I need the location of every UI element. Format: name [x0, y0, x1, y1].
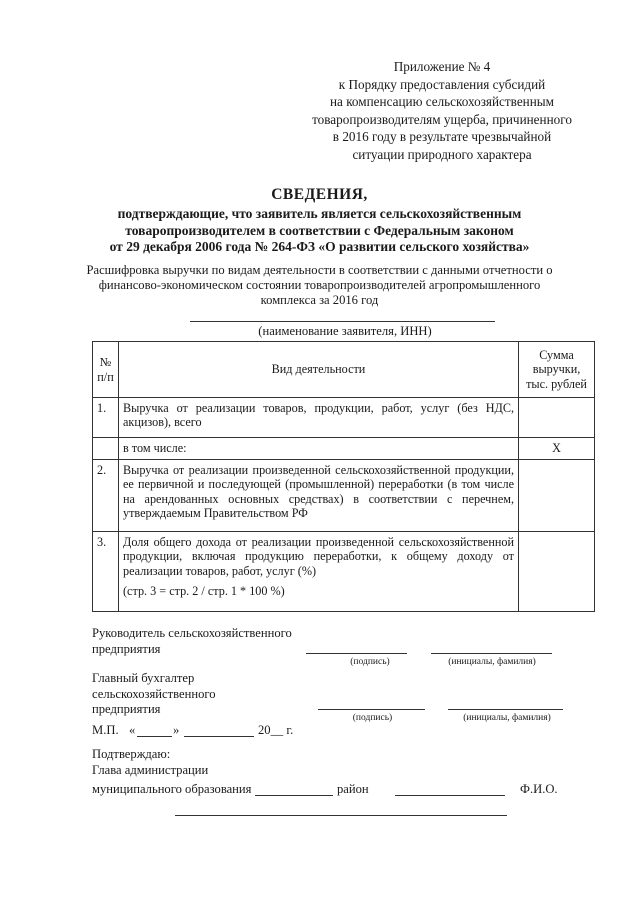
- head-label-line: предприятия: [92, 641, 161, 656]
- annex-line: товаропроизводителям ущерба, причиненного: [312, 111, 572, 127]
- annex-line: на компенсацию сельскохозяйственным: [329, 94, 554, 110]
- row-sum[interactable]: [519, 460, 595, 532]
- quote-close: »: [173, 723, 180, 737]
- confirm-label: [92, 747, 208, 778]
- row-sum[interactable]: [519, 532, 595, 612]
- accountant-label-line: сельскохозяйственного: [92, 686, 216, 701]
- row-sum[interactable]: [519, 398, 595, 438]
- row-text: Выручка от реализации товаров, продукции, работ, услуг (без НДС, акцизов), всего: [119, 398, 519, 438]
- intro-line: комплекса за 2016 год: [260, 293, 379, 308]
- fio-label: Ф.И.О.: [520, 782, 558, 796]
- applicant-fill-line: [190, 321, 495, 322]
- accountant-label: [92, 671, 216, 718]
- header-sum-line: выручки,: [532, 362, 581, 377]
- subtitle-line: подтверждающие, что заявитель является сельскохозяйственным: [117, 206, 522, 221]
- revenue-table: [92, 341, 595, 612]
- head-signature-caption: (подпись): [350, 657, 390, 667]
- admin-head-line: Глава администрации: [92, 762, 209, 777]
- table-header-row: [93, 342, 595, 398]
- head-label: [92, 626, 292, 657]
- annex-line: в 2016 году в результате чрезвычайной: [332, 129, 552, 145]
- header-num: № п/п: [93, 342, 119, 398]
- accountant-label-line: предприятия: [92, 702, 161, 716]
- subtitle-line: от 29 декабря 2006 года № 264-ФЗ «О развитии сельского хозяйства»: [109, 239, 530, 254]
- accountant-initials-caption: (инициалы, фамилия): [463, 713, 551, 723]
- row-sum: Х: [519, 438, 595, 460]
- intro-text: [0, 263, 639, 309]
- admin-signature-line[interactable]: [395, 795, 505, 796]
- intro-line: финансово-экономическом состоянии товаропроизводителей агропромышленного: [98, 278, 541, 293]
- table-row: [93, 532, 595, 612]
- head-label-line: Руководитель сельскохозяйственного: [92, 626, 292, 640]
- annex-line: ситуации природного характера: [352, 146, 532, 162]
- municipal-label: муниципального образования: [92, 782, 252, 796]
- confirm-line: Подтверждаю:: [92, 747, 171, 761]
- accountant-signature-caption: (подпись): [352, 713, 393, 723]
- subtitle-line: товаропроизводителем в соответствии с Федеральным законом: [125, 222, 514, 238]
- applicant-caption: (наименование заявителя, ИНН): [258, 324, 432, 338]
- table-row: [93, 398, 595, 438]
- row-text: в том числе:: [119, 438, 519, 460]
- row-text-cell: [119, 532, 519, 612]
- row-text: Доля общего дохода от реализации произведенной сельскохозяйственной продукции, включая продукцию переработки, к общему доходу от реализации товаров, работ, услуг (%): [123, 535, 514, 578]
- accountant-initials-line[interactable]: [448, 709, 563, 710]
- intro-line: Расшифровка выручки по видам деятельности в соответствии с данными отчетности о: [86, 263, 553, 277]
- header-activity: Вид деятельности: [119, 342, 519, 398]
- header-sum: [519, 342, 595, 398]
- row-num: 1.: [93, 398, 119, 438]
- head-signature-line[interactable]: [306, 653, 407, 654]
- header-sum-line: Сумма: [539, 347, 574, 362]
- row-text: Выручка от реализации произведенной сельскохозяйственной продукции, ее первичной и последующей (промышленной) переработки (в том числе на арендованных основных средствах) в соответствии с перечнем, утверждаемым Правительством РФ: [119, 460, 519, 532]
- month-fill-line[interactable]: [184, 736, 254, 737]
- table-row: [93, 460, 595, 532]
- document-title: СВЕДЕНИЯ,: [271, 186, 368, 203]
- row-num: 2.: [93, 460, 119, 532]
- annex-line: к Порядку предоставления субсидий: [338, 76, 546, 92]
- mp-label: М.П.: [92, 723, 119, 737]
- quote-open: «: [129, 723, 136, 737]
- annex-line: Приложение № 4: [393, 59, 491, 74]
- document-subtitle: [0, 206, 639, 256]
- bottom-fill-line[interactable]: [175, 815, 507, 816]
- head-initials-line[interactable]: [431, 653, 552, 654]
- municipal-fill-line[interactable]: [255, 795, 333, 796]
- head-initials-caption: (инициалы, фамилия): [448, 657, 536, 667]
- table-row: [93, 438, 595, 460]
- day-fill-line[interactable]: [137, 736, 172, 737]
- accountant-label-line: Главный бухгалтер: [92, 671, 195, 685]
- accountant-signature-line[interactable]: [318, 709, 425, 710]
- district-label: район: [337, 782, 369, 796]
- annex-block: [292, 58, 592, 164]
- row-num: [93, 438, 119, 460]
- row-num: 3.: [93, 532, 119, 612]
- row-formula: (стр. 3 = стр. 2 / стр. 1 * 100 %): [123, 584, 285, 599]
- year-label: 20__ г.: [258, 723, 294, 737]
- header-sum-line: тыс. рублей: [526, 376, 587, 391]
